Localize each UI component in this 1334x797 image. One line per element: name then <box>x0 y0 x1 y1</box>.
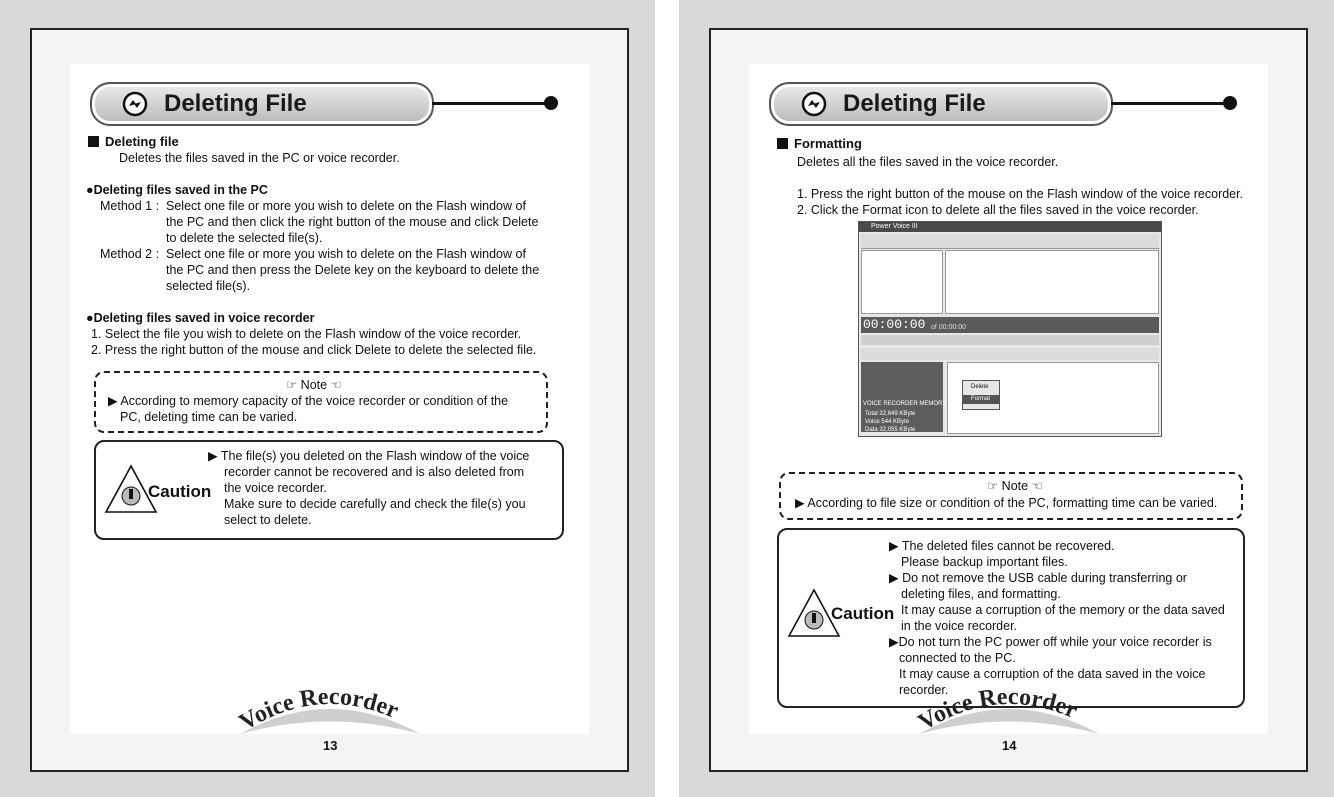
section-desc: Deletes the files saved in the PC or voice recorder. <box>119 151 400 165</box>
title-rule <box>1111 102 1226 105</box>
square-bullet-icon <box>777 138 788 149</box>
note-line: ▶ According to file size or condition of the PC, formatting time can be varied. <box>795 496 1218 510</box>
page-frame <box>709 28 1308 772</box>
caution-line: It may cause a corruption of the data saved in the voice <box>899 667 1206 681</box>
memory-label: VOICE RECORDER MEMORY <box>863 401 947 407</box>
memory-voice: Voice 544 KByte <box>865 419 910 425</box>
note-line: PC, deleting time can be varied. <box>120 410 298 424</box>
title-banner <box>769 82 1113 126</box>
caution-line: in the voice recorder. <box>901 619 1018 633</box>
note-title: ☞ Note ☜ <box>987 479 1043 493</box>
title-rule <box>432 102 547 105</box>
toolbar <box>861 234 1159 249</box>
recycle-icon <box>122 91 148 117</box>
caution-line: connected to the PC. <box>899 651 1016 665</box>
time-display: 00:00:00 <box>863 317 926 332</box>
recycle-icon <box>801 91 827 117</box>
memory-data: Data 32,055 KByte <box>865 427 916 433</box>
section-heading: Formatting <box>777 136 862 152</box>
folder-tree <box>861 250 943 314</box>
note-box <box>779 472 1243 520</box>
menu-format[interactable]: Format <box>971 396 991 402</box>
recorder-heading: ●Deleting files saved in voice recorder <box>86 311 315 325</box>
caution-line: Make sure to decide carefully and check the file(s) you <box>224 497 526 511</box>
square-bullet-icon <box>88 136 99 147</box>
note-box <box>94 371 548 433</box>
window-title: Power Voice III <box>871 223 918 230</box>
recorder-step: 1. Select the file you wish to delete on the Flash window of the voice recorder. <box>91 327 522 341</box>
caution-label: Caution <box>831 604 895 623</box>
caution-label: Caution <box>148 482 212 501</box>
recorder-step: 2. Press the right button of the mouse and click Delete to delete the selected file. <box>91 343 537 357</box>
caution-line: deleting files, and formatting. <box>901 587 1061 601</box>
method2-line: the PC and then press the Delete key on the keyboard to delete the <box>166 263 540 277</box>
step: 1. Press the right button of the mouse on the Flash window of the voice recorder. <box>797 187 1244 201</box>
svg-text:Voice Recorder: Voice Recorder <box>913 683 1082 736</box>
pc-file-list <box>945 250 1159 314</box>
page-14 <box>679 0 1334 797</box>
page-title: Deleting File <box>164 90 307 117</box>
title-rule-dot <box>544 96 558 110</box>
caution-box <box>94 440 564 540</box>
title-banner <box>90 82 434 126</box>
section-desc: Deletes all the files saved in the voice recorder. <box>797 155 1059 169</box>
title-rule-dot <box>1223 96 1237 110</box>
caution-line: the voice recorder. <box>224 481 327 495</box>
section-heading: Deleting file <box>88 134 179 150</box>
page-number: 14 <box>1002 738 1017 753</box>
page-content <box>70 64 589 753</box>
svg-text:Voice Recorder: Voice Recorder <box>234 683 403 736</box>
method1-label: Method 1 : <box>100 199 160 213</box>
caution-line: ▶ The file(s) you deleted on the Flash window of the voice <box>208 449 530 463</box>
pc-heading: ●Deleting files saved in the PC <box>86 183 268 197</box>
page-content <box>749 64 1268 753</box>
memory-total: Total 32,649 KByte <box>865 411 916 417</box>
caution-line: It may cause a corruption of the memory or the data saved <box>901 603 1225 617</box>
caution-line: recorder cannot be recovered and is also deleted from <box>224 465 525 479</box>
step: 2. Click the Format icon to delete all the files saved in the voice recorder. <box>797 203 1199 217</box>
voice-recorder-logo <box>230 679 430 739</box>
caution-line: ▶ Do not remove the USB cable during transferring or <box>889 571 1187 585</box>
window-titlebar <box>859 222 1161 232</box>
caution-line: recorder. <box>899 683 949 697</box>
caution-line: Please backup important files. <box>901 555 1068 569</box>
page-frame <box>30 28 629 772</box>
voice-recorder-logo <box>909 679 1109 739</box>
method2-line: Select one file or more you wish to delete on the Flash window of <box>166 247 526 261</box>
method1-line: Select one file or more you wish to delete on the Flash window of <box>166 199 526 213</box>
player-bar <box>861 317 1159 333</box>
memory-panel <box>861 362 947 433</box>
method1-line: to delete the selected file(s). <box>166 231 323 245</box>
page-number: 13 <box>323 738 338 753</box>
method2-line: selected file(s). <box>166 279 251 293</box>
recorder-toolbar <box>861 348 1159 360</box>
page-title: Deleting File <box>843 90 986 117</box>
note-title: ☞ Note ☜ <box>286 378 342 392</box>
app-screenshot <box>858 221 1162 437</box>
caution-line: ▶ The deleted files cannot be recovered. <box>889 539 1115 553</box>
seek-bar <box>861 335 1159 345</box>
note-line: ▶ According to memory capacity of the voice recorder or condition of the <box>108 394 509 408</box>
page-13 <box>0 0 655 797</box>
context-menu <box>962 380 1000 410</box>
time-total: of 00:00:00 <box>931 324 967 331</box>
menu-delete[interactable]: Delete <box>971 384 989 390</box>
method2-label: Method 2 : <box>100 247 160 261</box>
caution-line: select to delete. <box>224 513 312 527</box>
method1-line: the PC and then click the right button of the mouse and click Delete <box>166 215 539 229</box>
caution-line: ▶Do not turn the PC power off while your voice recorder is <box>889 635 1212 649</box>
